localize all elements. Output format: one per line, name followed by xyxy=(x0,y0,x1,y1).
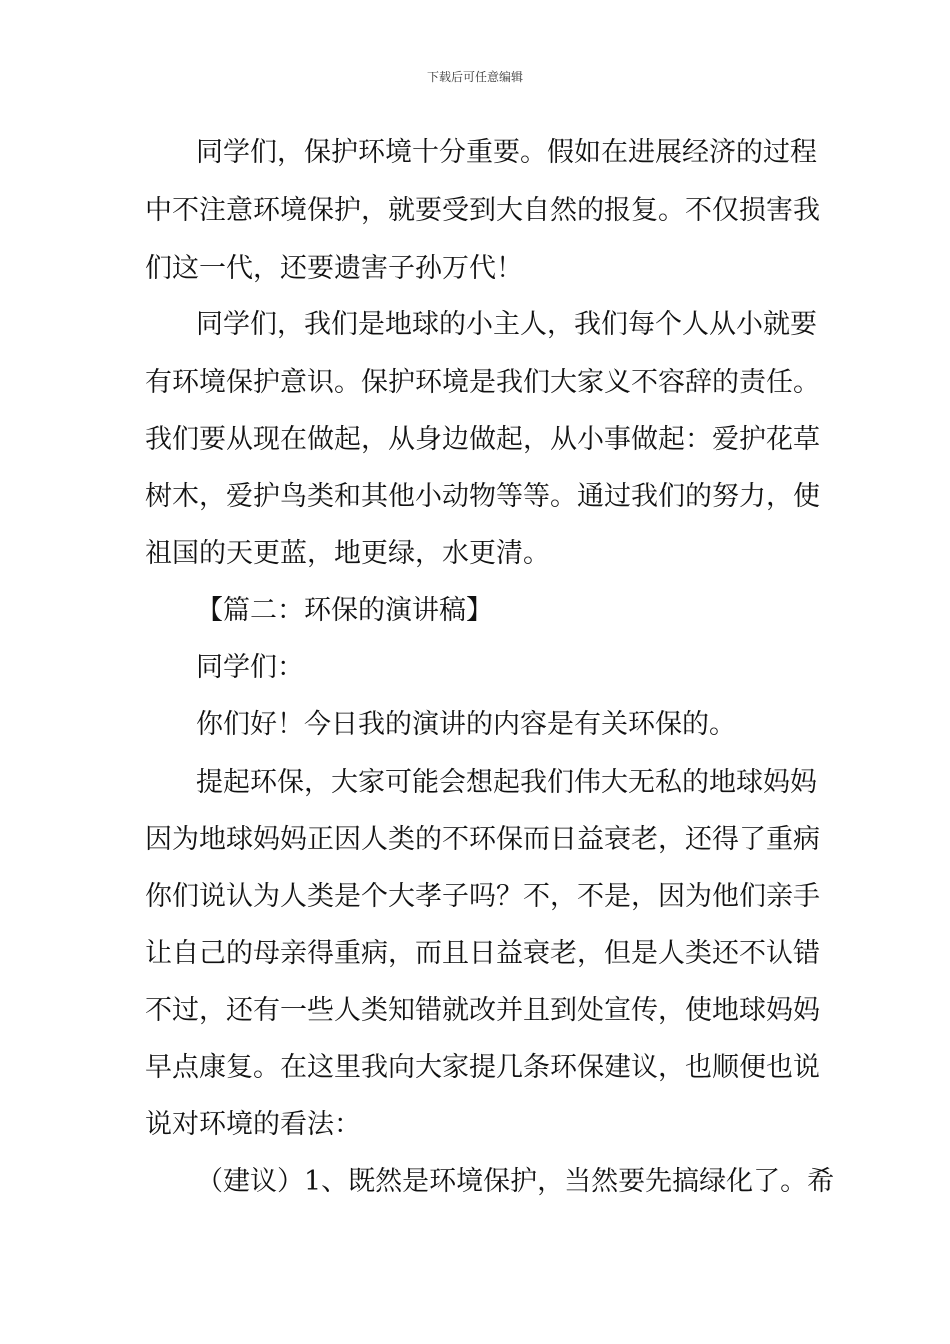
text-line: 树木，爱护鸟类和其他小动物等等。通过我们的努力，使 xyxy=(145,481,820,512)
header-note: 下载后可任意编辑 xyxy=(426,70,523,84)
text-line: 同学们，我们是地球的小主人，我们每个人从小就要 xyxy=(196,309,817,340)
text-line: 们这一代，还要遗害子孙万代！ xyxy=(145,253,523,284)
text-line: 早点康复。在这里我向大家提几条环保建议，也顺便也说 xyxy=(145,1052,820,1083)
salutation: 同学们： xyxy=(196,652,304,683)
text-line: 因为地球妈妈正因人类的不环保而日益衰老，还得了重病 xyxy=(145,824,820,855)
text-line: 中不注意环境保护，就要受到大自然的报复。不仅损害我 xyxy=(145,195,820,226)
text-line: 说对环境的看法： xyxy=(145,1109,361,1140)
text-line: 我们要从现在做起，从身边做起，从小事做起：爱护花草 xyxy=(145,424,820,455)
text-line: （建议）1、既然是环境保护，当然要先搞绿化了。希 xyxy=(196,1166,835,1197)
text-line: 有环境保护意识。保护环境是我们大家义不容辞的责任。 xyxy=(145,367,820,398)
text-line: 祖国的天更蓝，地更绿，水更清。 xyxy=(145,538,550,569)
text-line: 你们说认为人类是个大孝子吗？不，不是，因为他们亲手 xyxy=(145,881,820,912)
text-line: 同学们，保护环境十分重要。假如在进展经济的过程 xyxy=(196,137,817,168)
text-line: 提起环保，大家可能会想起我们伟大无私的地球妈妈 xyxy=(196,767,817,798)
section-heading: 【篇二：环保的演讲稿】 xyxy=(196,595,493,626)
text-line: 让自己的母亲得重病，而且日益衰老，但是人类还不认错 xyxy=(145,938,820,969)
text-line: 你们好！今日我的演讲的内容是有关环保的。 xyxy=(196,709,736,740)
text-line: 不过，还有一些人类知错就改并且到处宣传，使地球妈妈 xyxy=(145,995,820,1026)
